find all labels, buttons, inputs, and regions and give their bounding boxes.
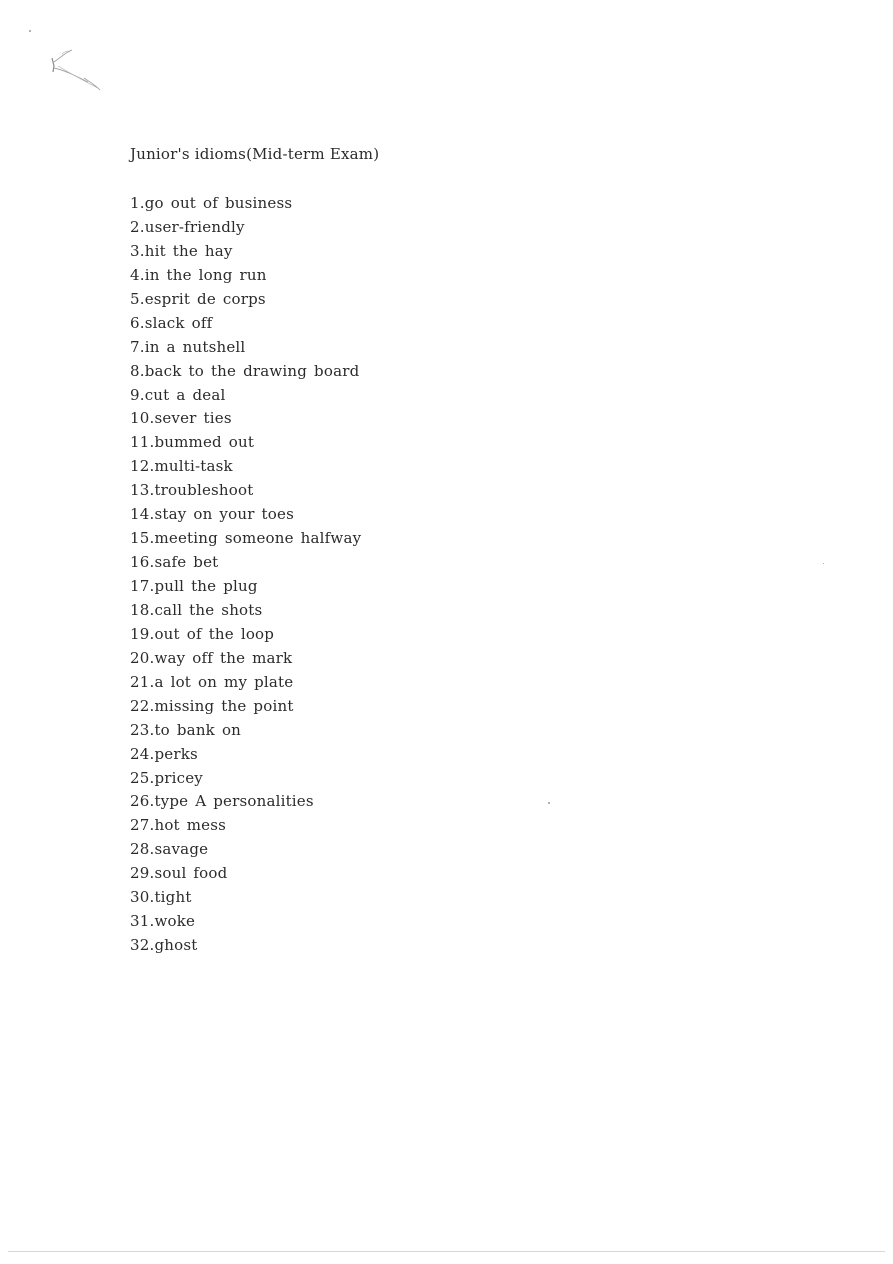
- list-item: 15.meeting someone halfway: [130, 529, 362, 548]
- list-item: 21.a lot on my plate: [130, 672, 294, 691]
- list-item: 16.safe bet: [130, 553, 219, 572]
- list-item: 6.slack off: [130, 313, 213, 332]
- scan-speck: [29, 30, 31, 32]
- list-item: 28.savage: [130, 840, 209, 859]
- list-item: 5.esprit de corps: [130, 289, 266, 308]
- list-item: 14.stay on your toes: [130, 505, 294, 524]
- list-item: 24.perks: [130, 744, 198, 763]
- list-item: 1.go out of business: [130, 194, 293, 212]
- list-item: 29.soul food: [130, 864, 228, 883]
- list-item: 13.troubleshoot: [130, 481, 254, 500]
- scan-smudge-mark: [44, 38, 114, 98]
- list-item: 18.call the shots: [130, 600, 263, 619]
- list-item: 11.bummed out: [130, 433, 255, 452]
- scan-edge-line: [8, 1251, 885, 1252]
- list-item: 23.to bank on: [130, 720, 242, 739]
- list-item: 4.in the long run: [130, 265, 267, 284]
- scan-speck: [548, 802, 550, 804]
- list-item: 17.pull the plug: [130, 577, 258, 595]
- list-item: 22.missing the point: [130, 696, 294, 715]
- list-item: 3.hit the hay: [130, 241, 233, 260]
- list-item: 30.tight: [130, 888, 192, 907]
- list-item: 19.out of the loop: [130, 624, 275, 643]
- list-item: 12.multi-task: [130, 457, 233, 476]
- document-title: Junior's idioms(Mid-term Exam): [130, 145, 380, 163]
- scan-speck: [823, 563, 824, 564]
- list-item: 26.type A personalities: [130, 792, 314, 811]
- list-item: 8.back to the drawing board: [130, 361, 360, 380]
- list-item: 9.cut a deal: [130, 385, 226, 404]
- list-item: 10.sever ties: [130, 409, 232, 428]
- list-item: 27.hot mess: [130, 816, 227, 835]
- list-item: 20.way off the mark: [130, 648, 293, 667]
- list-item: 31.woke: [130, 912, 196, 931]
- list-item: 32.ghost: [130, 936, 198, 955]
- list-item: 25.pricey: [130, 768, 203, 787]
- idiom-list: [130, 191, 361, 957]
- list-item: 2.user-friendly: [130, 217, 245, 236]
- list-item: 7.in a nutshell: [130, 337, 246, 356]
